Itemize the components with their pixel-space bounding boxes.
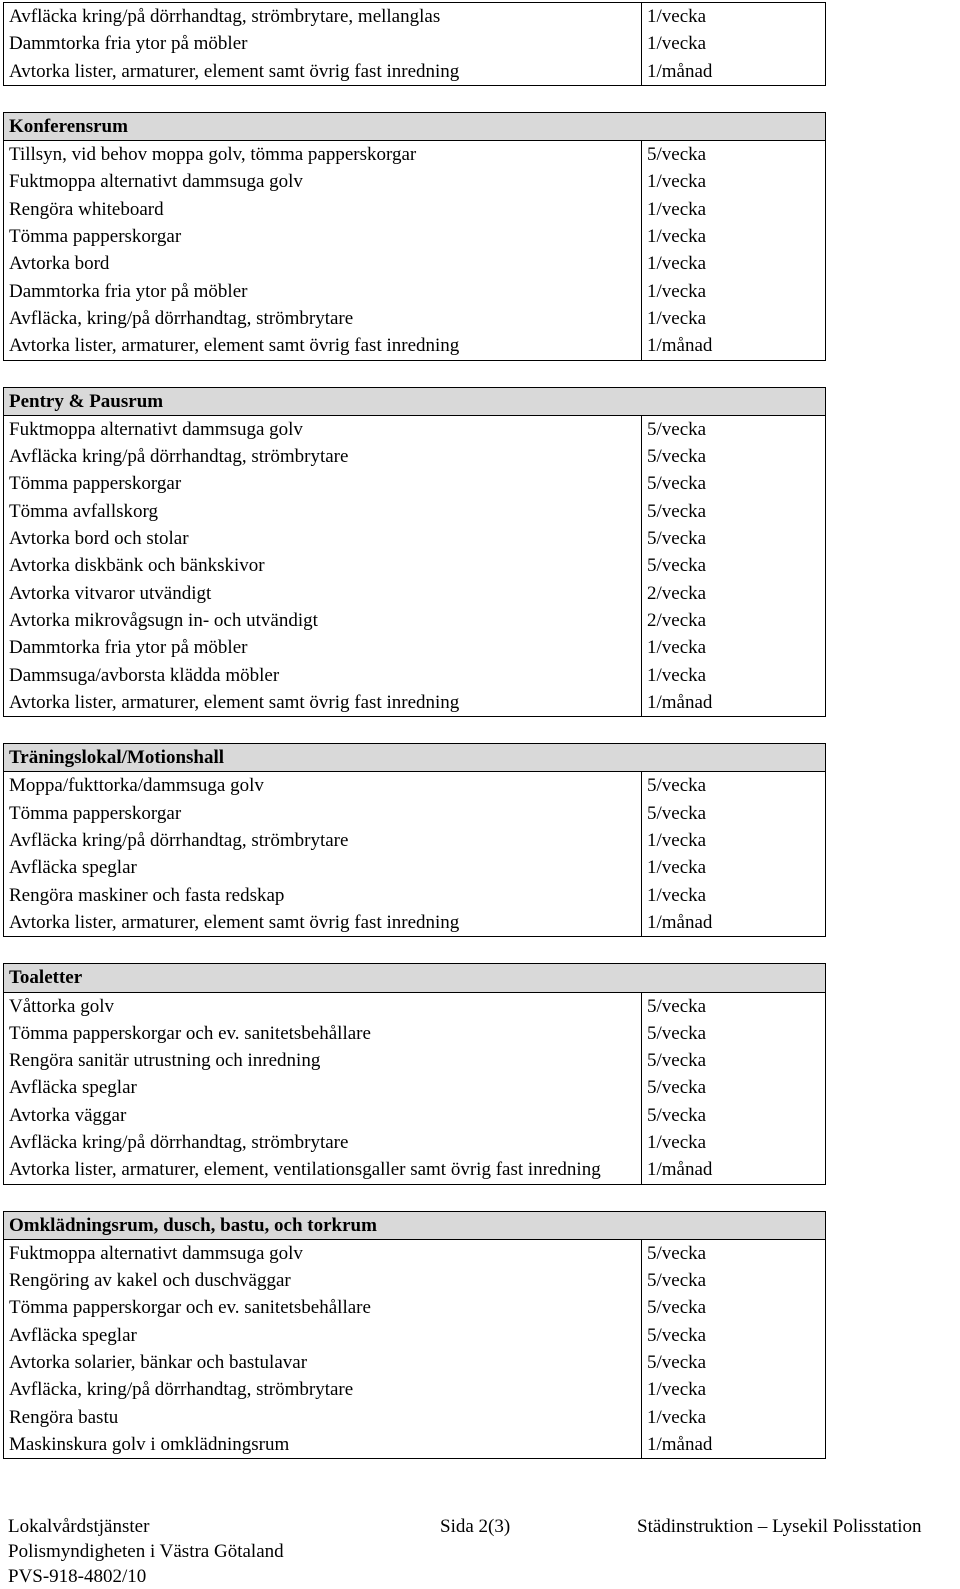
task-row <box>4 800 826 827</box>
task-frequency: 1/månad <box>642 1156 826 1184</box>
task-frequency: 1/månad <box>642 332 826 360</box>
task-frequency: 5/vecka <box>642 1322 826 1349</box>
task-frequency: 1/vecka <box>642 662 826 689</box>
task-frequency: 5/vecka <box>642 415 826 443</box>
task-description: Tömma papperskorgar <box>4 223 642 250</box>
task-description: Avfläcka, kring/på dörrhandtag, strömbrytare <box>4 1376 642 1403</box>
cleaning-section-table <box>3 387 826 718</box>
task-frequency: 5/vecka <box>642 141 826 169</box>
section-header <box>4 112 826 140</box>
task-description: Avtorka lister, armaturer, element samt övrig fast inredning <box>4 689 642 717</box>
task-row <box>4 1376 826 1403</box>
cleaning-section-table <box>3 112 826 361</box>
task-row <box>4 141 826 169</box>
task-description: Tömma papperskorgar och ev. sanitetsbehållare <box>4 1020 642 1047</box>
task-frequency: 1/vecka <box>642 634 826 661</box>
task-frequency: 1/vecka <box>642 305 826 332</box>
task-description: Avfläcka speglar <box>4 1074 642 1101</box>
task-row <box>4 3 826 31</box>
task-frequency: 1/vecka <box>642 30 826 57</box>
task-frequency: 1/månad <box>642 909 826 937</box>
task-row <box>4 882 826 909</box>
task-row <box>4 1047 826 1074</box>
task-frequency: 5/vecka <box>642 552 826 579</box>
task-description: Avtorka bord och stolar <box>4 525 642 552</box>
task-row <box>4 772 826 800</box>
task-description: Tömma avfallskorg <box>4 498 642 525</box>
task-row <box>4 909 826 937</box>
task-row <box>4 415 826 443</box>
page-footer <box>0 1514 960 1589</box>
task-description: Avtorka solarier, bänkar och bastulavar <box>4 1349 642 1376</box>
task-frequency: 1/vecka <box>642 250 826 277</box>
task-row <box>4 1239 826 1267</box>
task-frequency: 5/vecka <box>642 1267 826 1294</box>
task-frequency: 1/vecka <box>642 223 826 250</box>
document-body <box>3 2 825 1485</box>
task-frequency: 5/vecka <box>642 443 826 470</box>
task-row <box>4 689 826 717</box>
task-row <box>4 58 826 86</box>
task-row <box>4 662 826 689</box>
task-description: Avfläcka, kring/på dörrhandtag, strömbrytare <box>4 305 642 332</box>
task-description: Avfläcka speglar <box>4 1322 642 1349</box>
cleaning-section-table <box>3 743 826 937</box>
task-frequency: 5/vecka <box>642 772 826 800</box>
task-row <box>4 443 826 470</box>
task-row <box>4 827 826 854</box>
task-row <box>4 1294 826 1321</box>
task-frequency: 5/vecka <box>642 1074 826 1101</box>
task-row <box>4 278 826 305</box>
task-description: Avtorka lister, armaturer, element, ventilationsgaller samt övrig fast inredning <box>4 1156 642 1184</box>
task-description: Rengöra bastu <box>4 1404 642 1431</box>
task-frequency: 5/vecka <box>642 498 826 525</box>
task-description: Dammsuga/avborsta klädda möbler <box>4 662 642 689</box>
task-row <box>4 470 826 497</box>
task-frequency: 1/vecka <box>642 196 826 223</box>
cleaning-section-table <box>3 2 826 86</box>
task-frequency: 1/vecka <box>642 1376 826 1403</box>
section-header <box>4 744 826 772</box>
task-row <box>4 525 826 552</box>
task-row <box>4 854 826 881</box>
task-frequency: 2/vecka <box>642 607 826 634</box>
footer-page-number: Sida 2(3) <box>440 1516 511 1537</box>
task-description: Tillsyn, vid behov moppa golv, tömma papperskorgar <box>4 141 642 169</box>
section-header <box>4 964 826 992</box>
task-description: Avtorka bord <box>4 250 642 277</box>
task-row <box>4 1074 826 1101</box>
task-row <box>4 1322 826 1349</box>
cleaning-section-table <box>3 963 826 1184</box>
footer-org-line2: Polismyndigheten i Västra Götaland <box>8 1541 284 1562</box>
task-description: Avtorka vitvaror utvändigt <box>4 580 642 607</box>
task-description: Rengöra sanitär utrustning och inredning <box>4 1047 642 1074</box>
task-frequency: 1/vecka <box>642 1129 826 1156</box>
task-frequency: 2/vecka <box>642 580 826 607</box>
task-description: Fuktmoppa alternativt dammsuga golv <box>4 168 642 195</box>
task-description: Avfläcka kring/på dörrhandtag, strömbrytare <box>4 443 642 470</box>
task-row <box>4 1404 826 1431</box>
cleaning-section-table <box>3 1211 826 1460</box>
section-title: Omklädningsrum, dusch, bastu, och torkrum <box>4 1211 826 1239</box>
task-description: Fuktmoppa alternativt dammsuga golv <box>4 1239 642 1267</box>
task-description: Våttorka golv <box>4 992 642 1020</box>
task-description: Tömma papperskorgar <box>4 470 642 497</box>
section-title: Pentry & Pausrum <box>4 387 826 415</box>
footer-document-title: Städinstruktion – Lysekil Polisstation <box>637 1516 922 1537</box>
task-description: Rengöra whiteboard <box>4 196 642 223</box>
task-row <box>4 634 826 661</box>
task-row <box>4 1102 826 1129</box>
task-description: Tömma papperskorgar och ev. sanitetsbehållare <box>4 1294 642 1321</box>
task-description: Moppa/fukttorka/dammsuga golv <box>4 772 642 800</box>
task-row <box>4 498 826 525</box>
task-frequency: 5/vecka <box>642 470 826 497</box>
task-row <box>4 223 826 250</box>
task-row <box>4 250 826 277</box>
task-frequency: 5/vecka <box>642 1294 826 1321</box>
task-frequency: 1/vecka <box>642 827 826 854</box>
footer-org-line1: Lokalvårdstjänster <box>8 1516 150 1537</box>
task-description: Avtorka lister, armaturer, element samt övrig fast inredning <box>4 58 642 86</box>
task-description: Avtorka väggar <box>4 1102 642 1129</box>
task-description: Rengöring av kakel och duschväggar <box>4 1267 642 1294</box>
task-frequency: 1/månad <box>642 689 826 717</box>
task-row <box>4 1129 826 1156</box>
task-frequency: 1/vecka <box>642 168 826 195</box>
task-frequency: 1/vecka <box>642 854 826 881</box>
task-frequency: 1/vecka <box>642 278 826 305</box>
task-description: Avtorka mikrovågsugn in- och utvändigt <box>4 607 642 634</box>
task-description: Fuktmoppa alternativt dammsuga golv <box>4 415 642 443</box>
task-description: Dammtorka fria ytor på möbler <box>4 278 642 305</box>
task-row <box>4 992 826 1020</box>
task-description: Avtorka diskbänk och bänkskivor <box>4 552 642 579</box>
task-frequency: 5/vecka <box>642 1102 826 1129</box>
task-row <box>4 1156 826 1184</box>
section-header <box>4 387 826 415</box>
task-frequency: 5/vecka <box>642 525 826 552</box>
task-row <box>4 168 826 195</box>
task-row <box>4 1267 826 1294</box>
task-row <box>4 196 826 223</box>
task-row <box>4 580 826 607</box>
task-frequency: 1/vecka <box>642 3 826 31</box>
task-row <box>4 305 826 332</box>
task-row <box>4 332 826 360</box>
task-frequency: 1/månad <box>642 58 826 86</box>
task-description: Avfläcka kring/på dörrhandtag, strömbrytare <box>4 827 642 854</box>
section-title: Konferensrum <box>4 112 826 140</box>
task-description: Dammtorka fria ytor på möbler <box>4 634 642 661</box>
task-frequency: 5/vecka <box>642 1047 826 1074</box>
task-description: Avtorka lister, armaturer, element samt övrig fast inredning <box>4 332 642 360</box>
task-description: Rengöra maskiner och fasta redskap <box>4 882 642 909</box>
task-frequency: 5/vecka <box>642 1020 826 1047</box>
section-title: Toaletter <box>4 964 826 992</box>
task-description: Avfläcka kring/på dörrhandtag, strömbrytare <box>4 1129 642 1156</box>
task-description: Avfläcka speglar <box>4 854 642 881</box>
section-title: Träningslokal/Motionshall <box>4 744 826 772</box>
task-description: Dammtorka fria ytor på möbler <box>4 30 642 57</box>
task-frequency: 1/vecka <box>642 1404 826 1431</box>
task-frequency: 5/vecka <box>642 1239 826 1267</box>
footer-reference: PVS-918-4802/10 <box>8 1566 147 1587</box>
task-frequency: 5/vecka <box>642 1349 826 1376</box>
task-row <box>4 1020 826 1047</box>
task-description: Avtorka lister, armaturer, element samt övrig fast inredning <box>4 909 642 937</box>
task-frequency: 1/månad <box>642 1431 826 1459</box>
task-description: Avfläcka kring/på dörrhandtag, strömbrytare, mellanglas <box>4 3 642 31</box>
section-header <box>4 1211 826 1239</box>
task-description: Maskinskura golv i omklädningsrum <box>4 1431 642 1459</box>
task-row <box>4 552 826 579</box>
task-row <box>4 1349 826 1376</box>
task-frequency: 5/vecka <box>642 800 826 827</box>
task-frequency: 1/vecka <box>642 882 826 909</box>
task-row <box>4 1431 826 1459</box>
task-frequency: 5/vecka <box>642 992 826 1020</box>
task-description: Tömma papperskorgar <box>4 800 642 827</box>
task-row <box>4 30 826 57</box>
task-row <box>4 607 826 634</box>
